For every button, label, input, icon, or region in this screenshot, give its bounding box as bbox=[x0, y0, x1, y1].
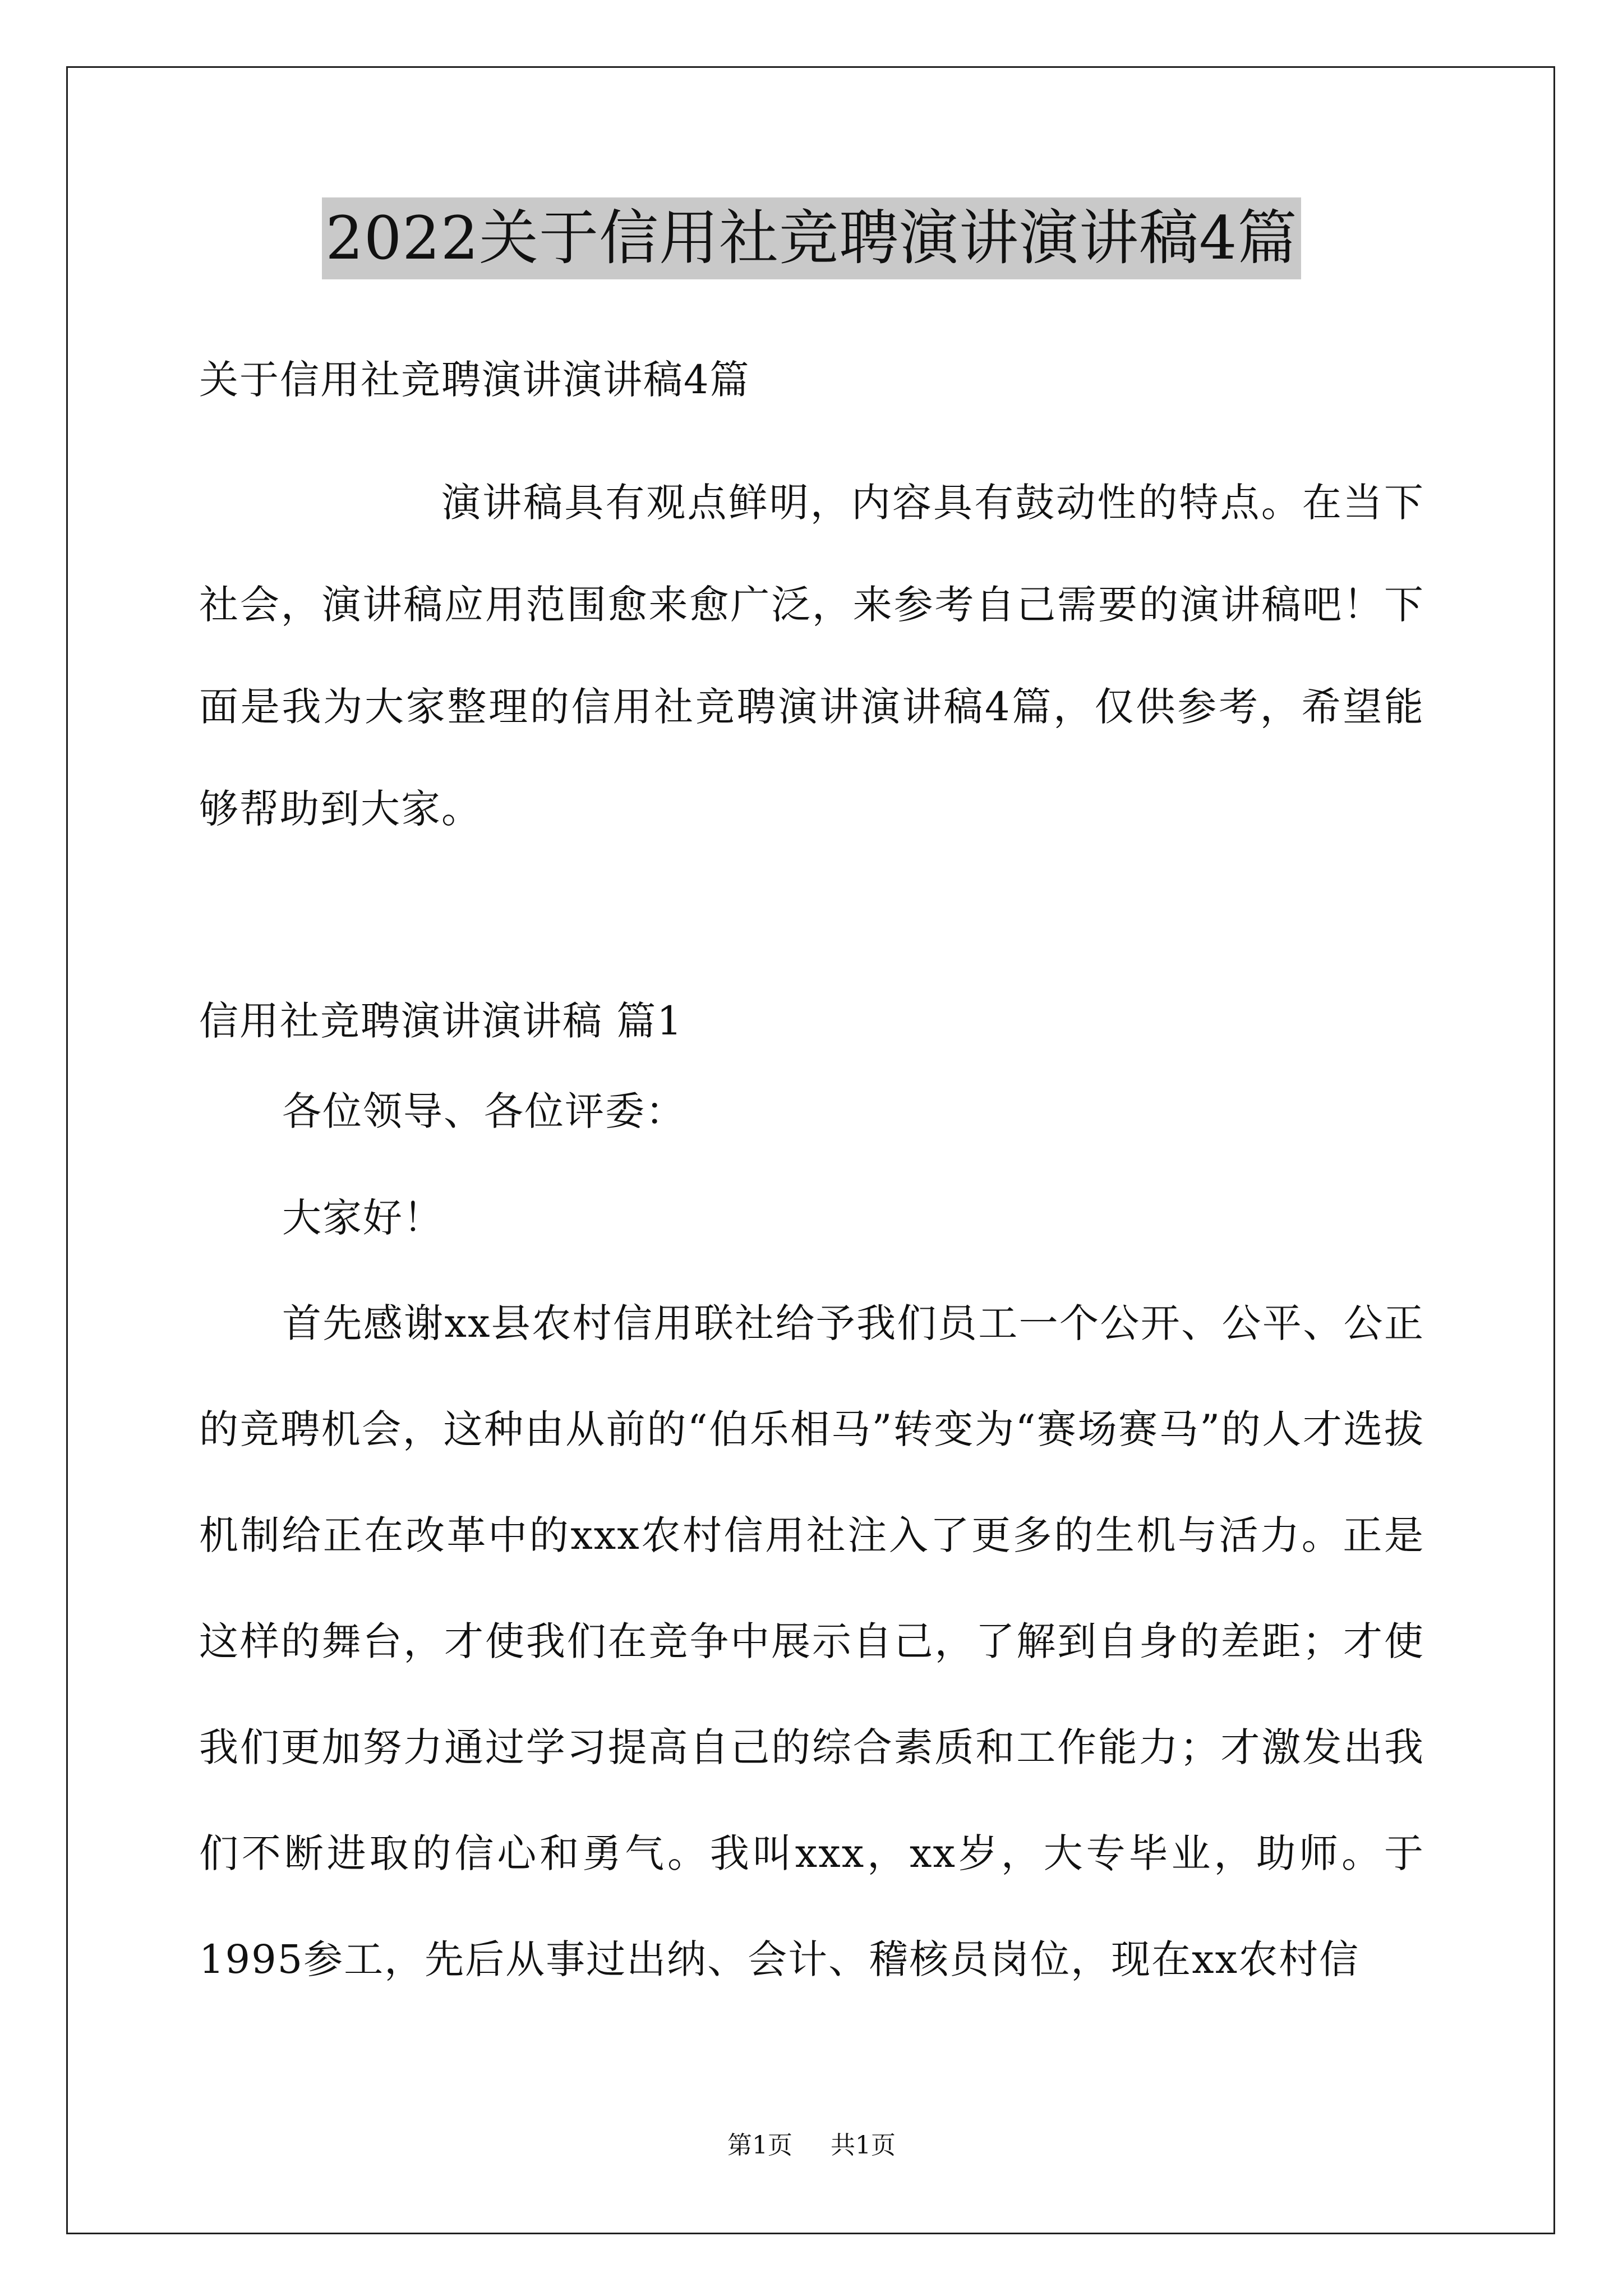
page-number-current: 第1页 bbox=[727, 2131, 792, 2160]
document-subtitle: 关于信用社竞聘演讲演讲稿4篇 bbox=[199, 357, 750, 403]
title-container bbox=[0, 197, 1623, 279]
intro-paragraph: 演讲稿具有观点鲜明，内容具有鼓动性的特点。在当下社会，演讲稿应用范围愈来愈广泛，来参考自己需要的演讲稿吧！下面是我为大家整理的信用社竞聘演讲演讲稿4篇，仅供参考，希望能够帮助到大家。 bbox=[199, 480, 1424, 832]
section-heading: 信用社竞聘演讲演讲稿 篇1 bbox=[199, 998, 683, 1044]
page-footer bbox=[0, 2129, 1623, 2162]
document-title: 2022关于信用社竞聘演讲演讲稿4篇 bbox=[322, 197, 1301, 279]
body-paragraph: 首先感谢xx县农村信用联社给予我们员工一个公开、公平、公正的竞聘机会，这种由从前的“伯乐相马”转变为“赛场赛马”的人才选拔机制给正在改革中的xxx农村信用社注入了更多的生机与活力。正是这样的舞台，才使我们在竞争中展示自己，了解到自身的差距；才使我们更加努力通过学习提高自己的综合素质和工作能力；才激发出我们不断进取的信心和勇气。我叫xxx，xx岁，大专毕业，助师。于1995参工，先后从事过出纳、会计、稽核员岗位，现在xx农村信 bbox=[199, 1300, 1424, 1982]
page-number-total: 共1页 bbox=[831, 2131, 896, 2160]
greeting-line: 各位领导、各位评委： bbox=[282, 1088, 686, 1134]
hello-line: 大家好！ bbox=[282, 1195, 444, 1241]
